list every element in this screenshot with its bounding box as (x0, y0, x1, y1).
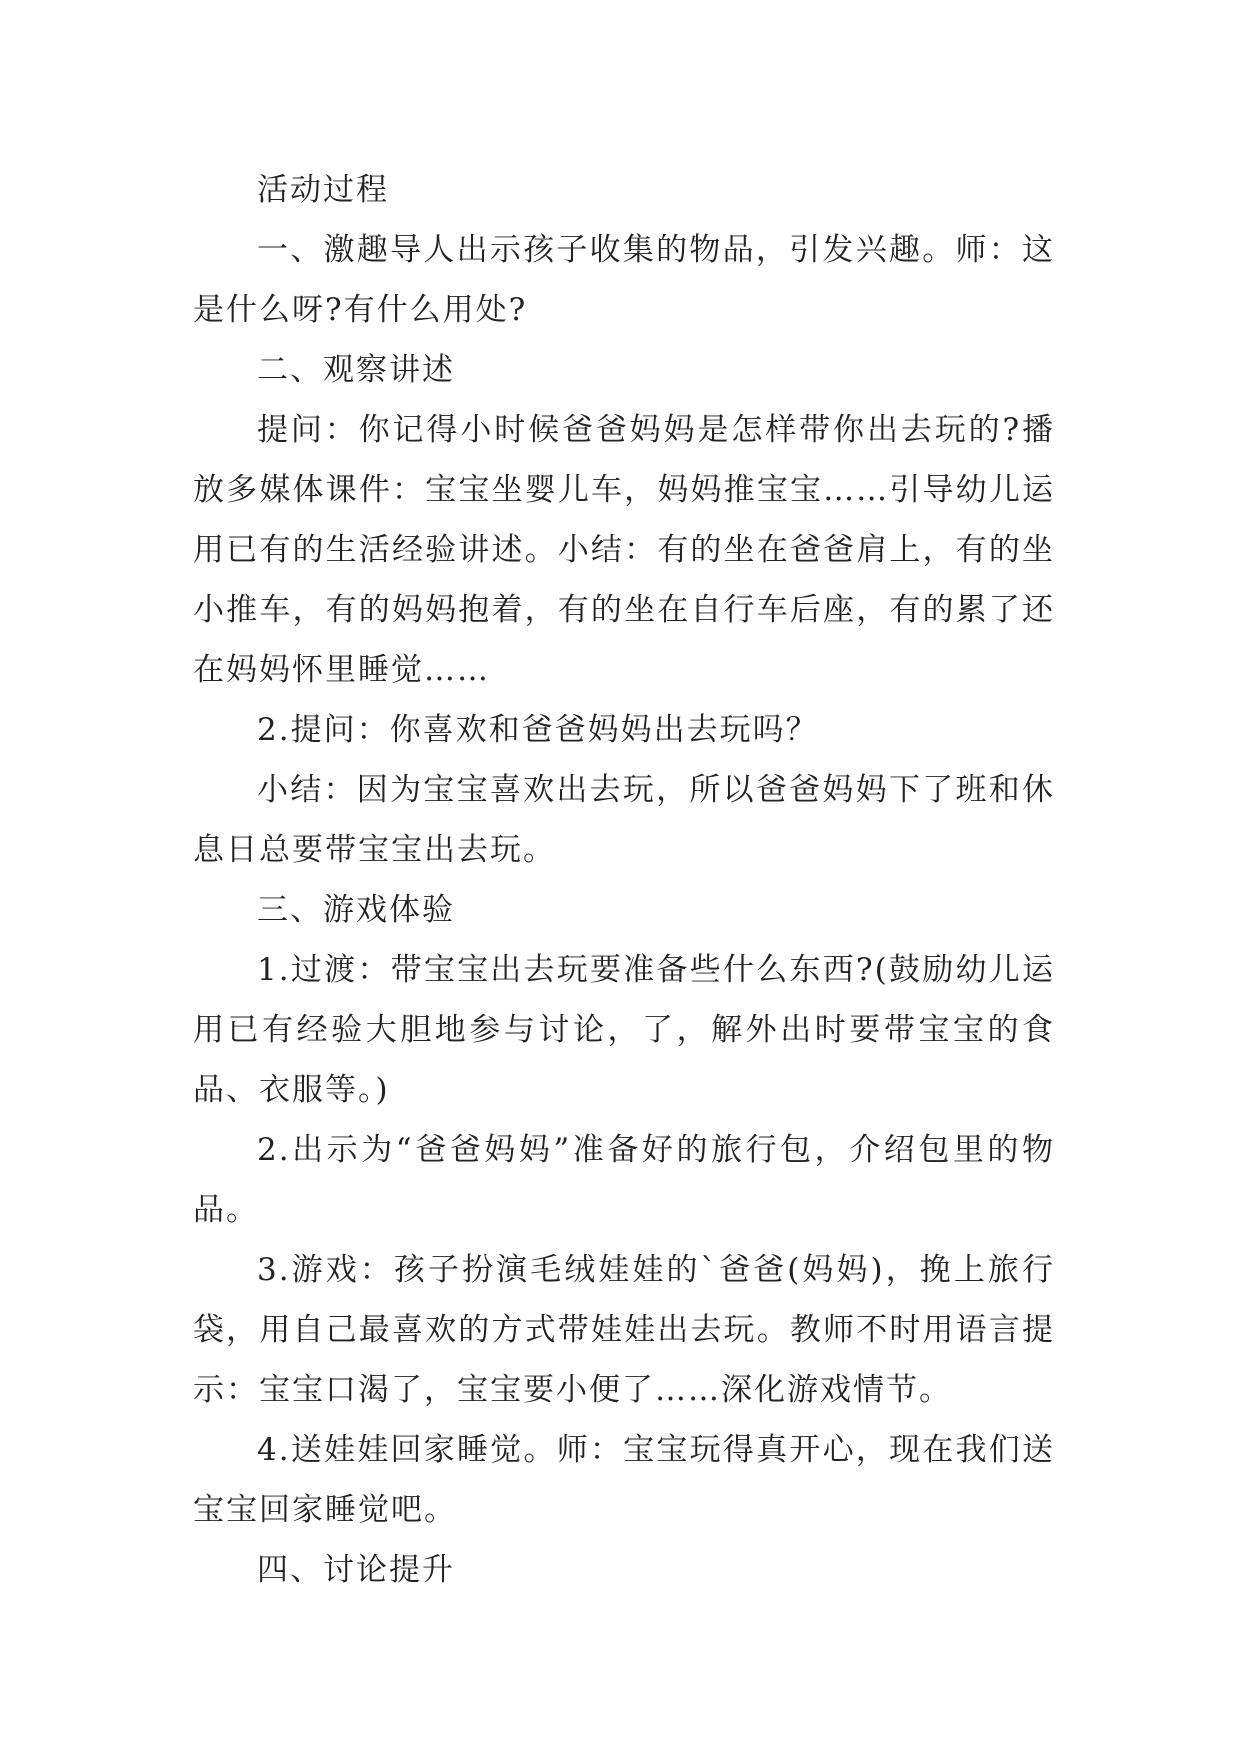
paragraph: 一、激趣导人出示孩子收集的物品，引发兴趣。师：这是什么呀?有什么用处? (193, 232, 1055, 328)
paragraph: 提问：你记得小时候爸爸妈妈是怎样带你出去玩的?播放多媒体课件：宝宝坐婴儿车，妈妈推宝宝……引导幼儿运用已有的生活经验讲述。小结：有的坐在爸爸肩上，有的坐小推车，有的妈妈抱着，有的坐在自行车后座，有的累了还在妈妈怀里睡觉…… (193, 412, 1055, 688)
section-heading: 活动过程 (257, 172, 389, 208)
section-heading: 三、游戏体验 (257, 892, 455, 928)
section-heading: 二、观察讲述 (257, 352, 455, 388)
paragraph: 4.送娃娃回家睡觉。师：宝宝玩得真开心，现在我们送宝宝回家睡觉吧。 (193, 1432, 1055, 1528)
document-body (193, 160, 1055, 1600)
section-heading: 四、讨论提升 (257, 1552, 455, 1588)
paragraph: 1.过渡：带宝宝出去玩要准备些什么东西?(鼓励幼儿运用已有经验大胆地参与讨论，了，解外出时要带宝宝的食品、衣服等。) (193, 952, 1055, 1108)
paragraph: 2.出示为“爸爸妈妈”准备好的旅行包，介绍包里的物品。 (193, 1132, 1055, 1228)
paragraph: 2.提问：你喜欢和爸爸妈妈出去玩吗？ (257, 712, 819, 748)
paragraph: 小结：因为宝宝喜欢出去玩，所以爸爸妈妈下了班和休息日总要带宝宝出去玩。 (193, 772, 1055, 868)
paragraph: 3.游戏：孩子扮演毛绒娃娃的`爸爸(妈妈)，挽上旅行袋，用自己最喜欢的方式带娃娃出去玩。教师不时用语言提示：宝宝口渴了，宝宝要小便了……深化游戏情节。 (193, 1252, 1055, 1408)
